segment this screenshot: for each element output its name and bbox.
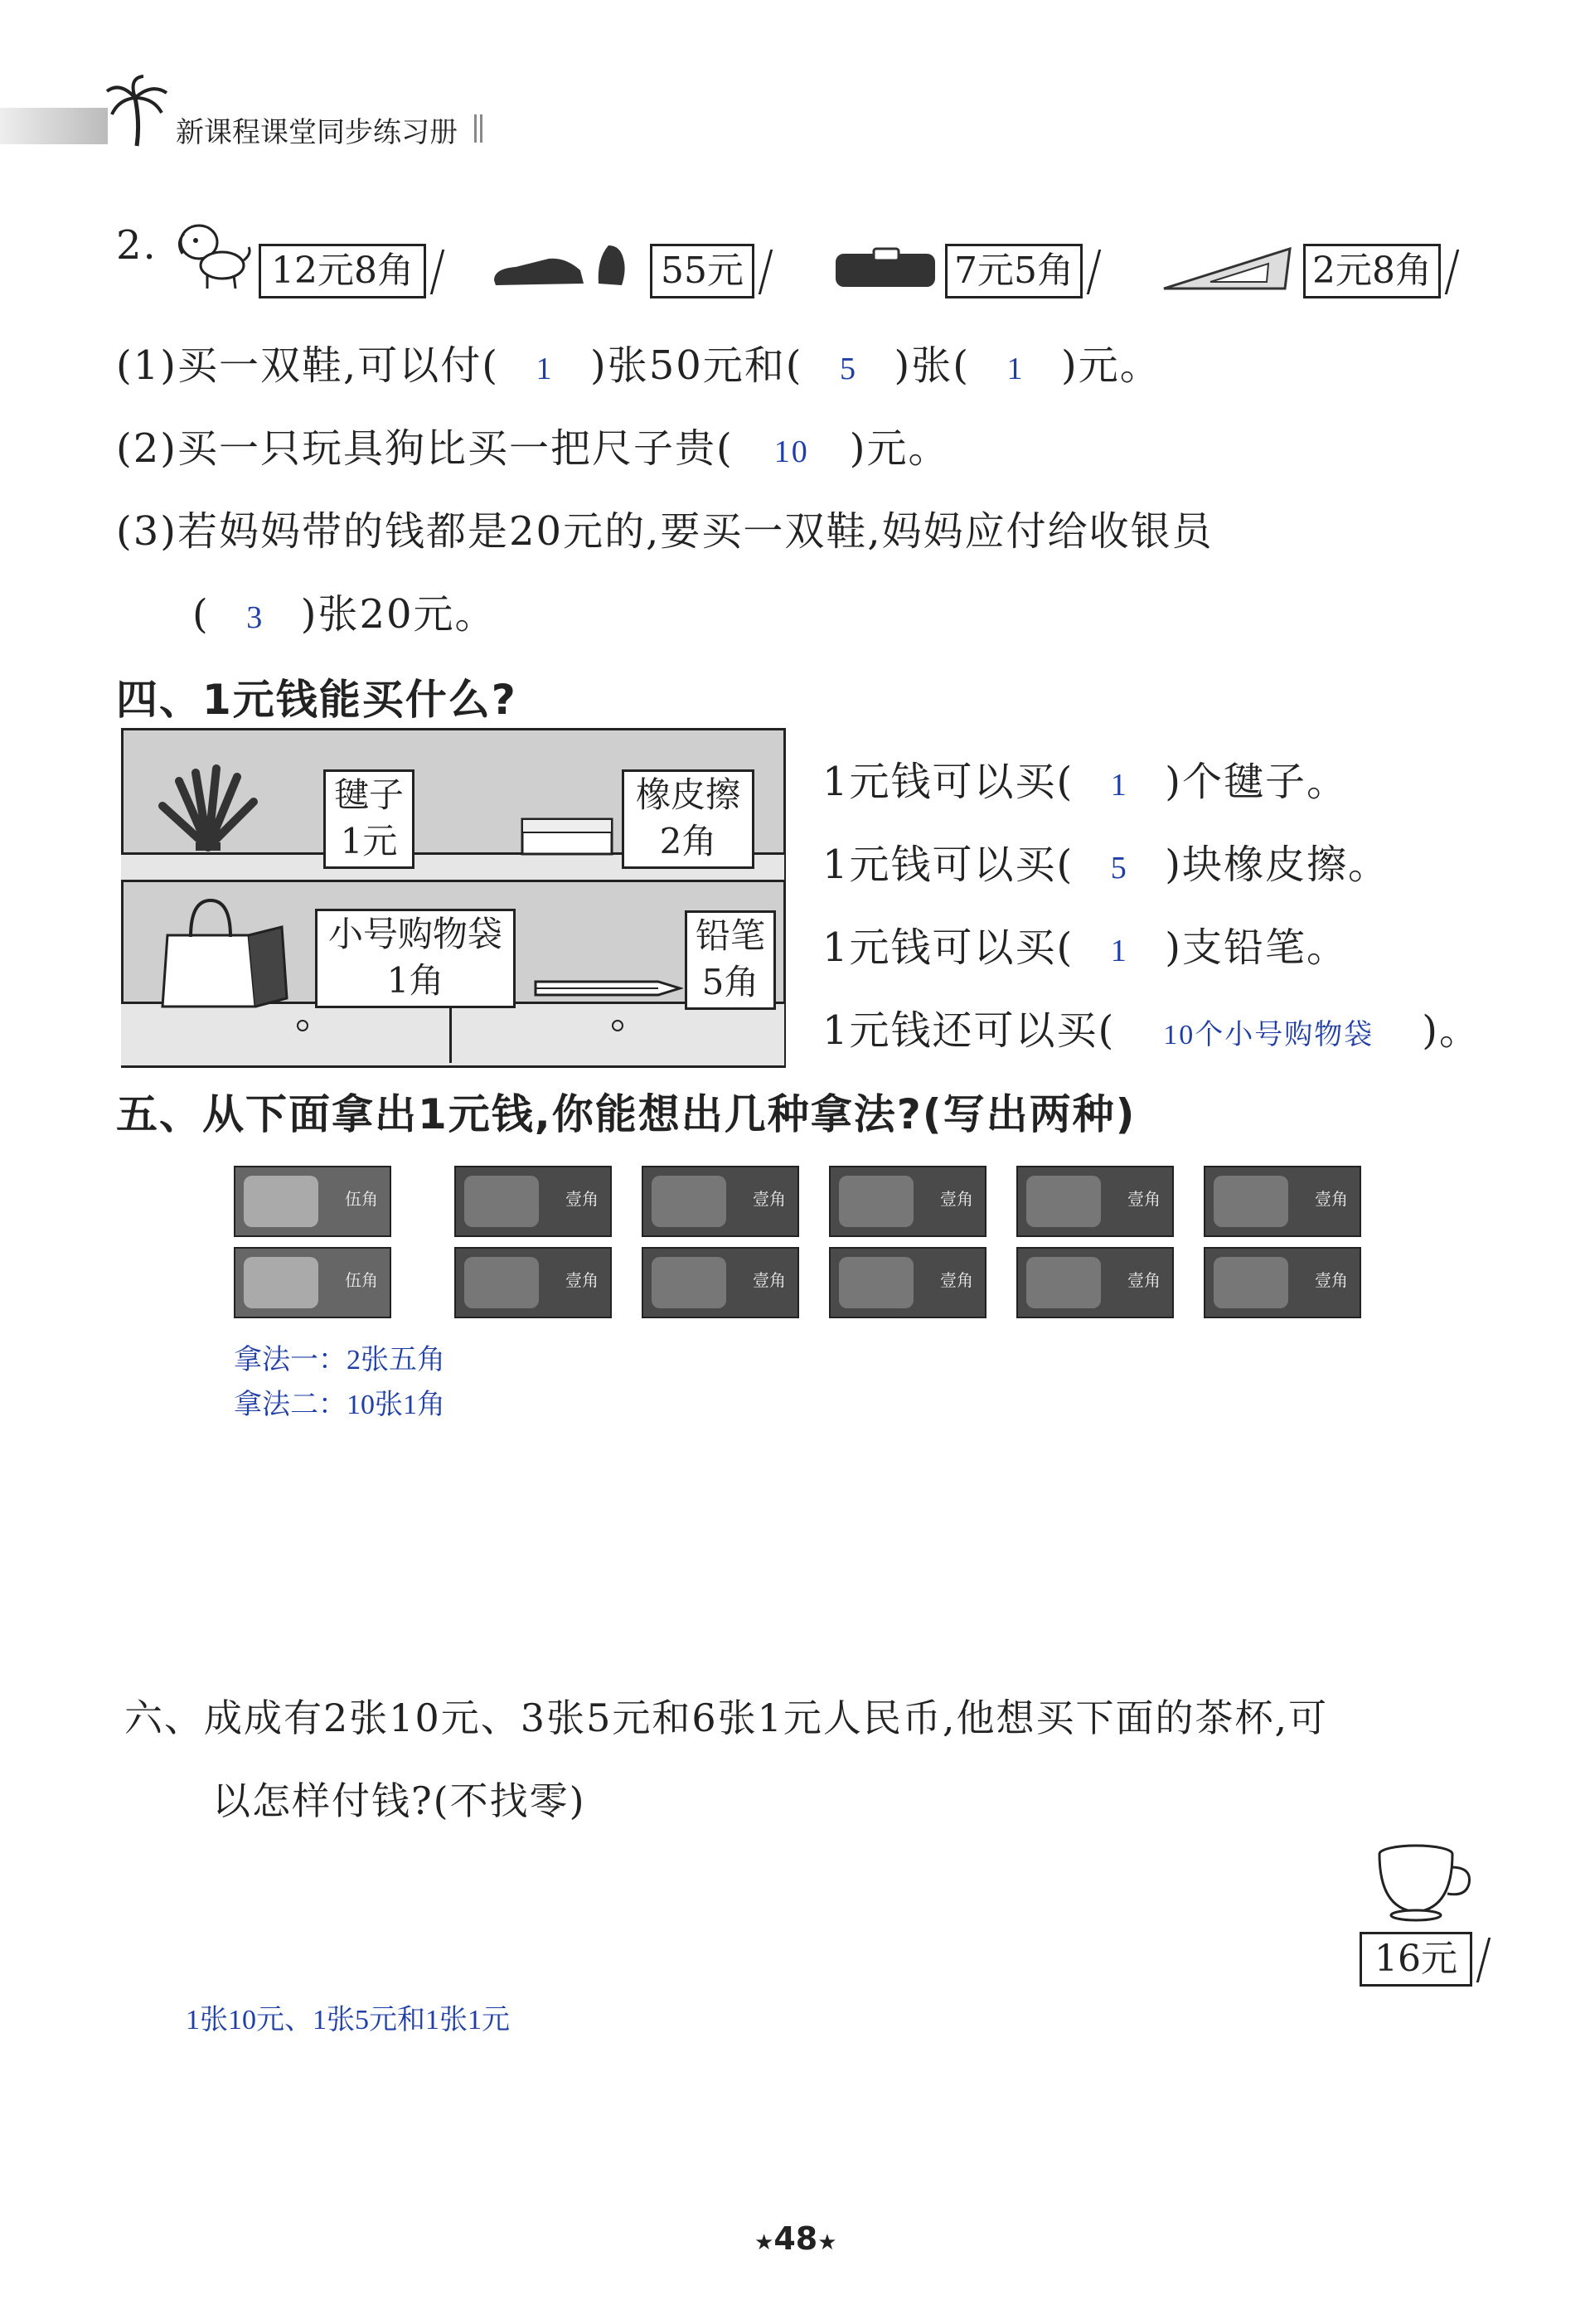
shuttlecock-plant-icon — [154, 756, 262, 856]
five-jiao-note[interactable]: 伍角 — [234, 1247, 391, 1318]
eraser-icon — [521, 818, 613, 856]
portrait — [1026, 1257, 1101, 1308]
one-jiao-note[interactable]: 壹角 — [642, 1247, 799, 1318]
sec4-line-3: 1元钱可以买( 1 )支铅笔。 — [822, 924, 1349, 971]
one-jiao-note[interactable]: 壹角 — [454, 1166, 612, 1237]
portrait — [652, 1257, 726, 1308]
palm-tree-icon — [104, 73, 170, 148]
pencil-icon — [534, 978, 683, 998]
answer-blank[interactable]: 1 — [536, 352, 554, 386]
answer-blank[interactable]: 1 — [1110, 934, 1128, 968]
one-jiao-note[interactable]: 壹角 — [454, 1247, 612, 1318]
shelf-board-2 — [121, 1002, 784, 1065]
price-tag-dog: 12元8角 — [259, 244, 426, 298]
one-jiao-note[interactable]: 壹角 — [1204, 1166, 1361, 1237]
drawer-knob-left — [297, 1020, 308, 1031]
one-jiao-note[interactable]: 壹角 — [1204, 1247, 1361, 1318]
portrait — [1214, 1176, 1288, 1227]
answer-blank[interactable]: 5 — [840, 352, 858, 386]
shopping-bag-icon — [158, 894, 290, 1010]
one-jiao-note[interactable]: 壹角 — [829, 1247, 986, 1318]
header-divider — [474, 114, 482, 143]
portrait — [839, 1257, 914, 1308]
sec6-answer[interactable]: 1张10元、1张5元和1张1元 — [186, 2005, 510, 2035]
sec4-line-4: 1元钱还可以买( 10个小号购物袋 )。 — [822, 1007, 1481, 1054]
header-title: 新课程课堂同步练习册 — [176, 116, 458, 149]
answer-blank[interactable]: 1 — [1110, 768, 1128, 803]
one-jiao-note[interactable]: 壹角 — [642, 1166, 799, 1237]
sec4-line-2: 1元钱可以买( 5 )块橡皮擦。 — [822, 842, 1390, 888]
star-icon: ★ — [754, 2230, 774, 2255]
portrait — [652, 1176, 726, 1227]
q2-item1: (1)买一双鞋,可以付( 1 )张50元和( 5 )张( 1 )元。 — [116, 342, 1161, 389]
price-tag-pencil-case: 7元5角 — [945, 244, 1083, 298]
portrait — [1026, 1176, 1101, 1227]
portrait — [839, 1176, 914, 1227]
answer-blank[interactable]: 5 — [1110, 851, 1128, 885]
page-number: ★48★ — [754, 2220, 837, 2257]
sec6-question-line2: 以怎样付钱?(不找零) — [212, 1778, 586, 1823]
pencil-label: 铅笔 5角 — [685, 910, 776, 1010]
one-jiao-note[interactable]: 壹角 — [829, 1166, 986, 1237]
drawer-knob-right — [612, 1020, 623, 1031]
one-jiao-note[interactable]: 壹角 — [1016, 1247, 1174, 1318]
price-tag-ruler: 2元8角 — [1303, 244, 1441, 298]
sec5-heading: 五、从下面拿出1元钱,你能想出几种拿法?(写出两种) — [116, 1090, 1137, 1138]
star-icon: ★ — [817, 2230, 837, 2255]
toy-dog-icon — [174, 217, 254, 292]
portrait — [1214, 1257, 1288, 1308]
drawer-divider — [449, 1005, 452, 1063]
eraser-label: 橡皮擦 2角 — [622, 769, 754, 869]
header-bar — [0, 108, 108, 144]
tea-cup-icon — [1376, 1842, 1476, 1922]
shelf-inner-top — [146, 751, 756, 752]
shelf-illustration — [121, 728, 784, 1066]
shuttlecock-label: 毽子 1元 — [323, 769, 414, 869]
triangle-ruler-icon — [1161, 245, 1293, 292]
sec4-heading: 四、1元钱能买什么? — [116, 676, 517, 724]
answer-blank[interactable]: 10 — [773, 434, 809, 469]
portrait — [244, 1176, 318, 1227]
answer-blank[interactable]: 10个小号购物袋 — [1163, 1020, 1374, 1050]
q2-item3-cont: ( 3 )张20元。 — [192, 591, 497, 638]
shoes-icon — [491, 234, 648, 294]
portrait — [464, 1257, 539, 1308]
price-tag-cup: 16元 — [1360, 1932, 1472, 1987]
sec4-line-1: 1元钱可以买( 1 )个毽子。 — [822, 759, 1349, 805]
sec5-answer-1[interactable]: 拿法一：2张五角 — [234, 1345, 445, 1375]
portrait — [464, 1176, 539, 1227]
one-jiao-note[interactable]: 壹角 — [1016, 1166, 1174, 1237]
pencil-case-icon — [832, 245, 940, 292]
portrait — [244, 1257, 318, 1308]
five-jiao-note[interactable]: 伍角 — [234, 1166, 391, 1237]
sec5-answer-2[interactable]: 拿法二：10张1角 — [234, 1390, 445, 1420]
answer-blank[interactable]: 1 — [1006, 352, 1025, 386]
bag-label: 小号购物袋 1角 — [315, 909, 516, 1008]
q2-item3: (3)若妈妈带的钱都是20元的,要买一双鞋,妈妈应付给收银员 — [116, 508, 1214, 555]
q2-number: 2. — [116, 222, 158, 269]
answer-blank[interactable]: 3 — [246, 600, 264, 635]
price-tag-shoes: 55元 — [650, 244, 754, 298]
sec6-question-line1: 六、成成有2张10元、3张5元和6张1元人民币,他想买下面的茶杯,可 — [124, 1696, 1329, 1740]
q2-item2: (2)买一只玩具狗比买一把尺子贵( 10 )元。 — [116, 425, 950, 472]
